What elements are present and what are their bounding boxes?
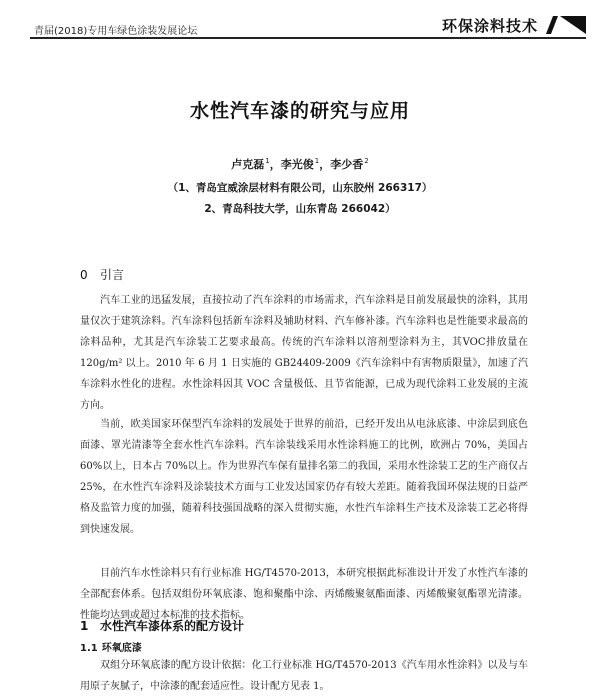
intro-paragraph: 汽车工业的迅猛发展，直接拉动了汽车涂料的市场需求，汽车涂料是目前发展最快的涂料，其用量仅次于建筑涂料。汽车涂料包括新车涂料及辅助材料、汽车修补漆。汽车涂料也是性能要求最高的涂料品种，尤其是汽车涂装工艺要求最高。传统的汽车涂料以溶剂型涂料为主，其VOC排放量在 120g/m² 以上。2010 年 6 月 1 日实施的 GB24409-2009《汽车涂料中有害物质限量》，加速了汽车涂料水性化的进程。水性涂料因其 VOC 含量极低、且节省能源，已成为现代涂料工业发展的主流方向。 [80, 295, 528, 411]
subsection-title: 环氧底漆 [101, 643, 142, 654]
author [270, 158, 319, 171]
author-list [0, 156, 600, 172]
header-slash-icon [546, 16, 586, 34]
author [231, 158, 269, 171]
section-heading-1 [80, 617, 244, 634]
section-title: 引言 [100, 268, 125, 282]
paper-title: 水性汽车漆的研究与应用 [189, 100, 410, 122]
section-number: 1 [80, 619, 89, 633]
section-title: 水性汽车漆体系的配方设计 [100, 619, 245, 633]
running-header-left: 青届(2018)专用车绿色涂装发展论坛 [34, 26, 198, 37]
author-affiliation-mark: 2 [364, 157, 369, 166]
affiliation: 2、青岛科技大学，山东青岛 266042） [204, 203, 396, 215]
author-name: 李光俊 [280, 158, 314, 171]
author-affiliation-mark: 1 [265, 157, 270, 166]
intro-paragraph: 当前，欧美国家环保型汽车涂料的发展处于世界的前沿，已经开发出从电泳底漆、中涂层到底色面漆、罩光清漆等全套水性汽车涂料。汽车涂装线采用水性涂料施工的比例，欧洲占 70%，美国占 60%以上，日本占 70%以上。作为世界汽车保有量排名第二的我国，采用水性涂装工艺的生产商仅占 25%，在水性汽车涂料及涂装技术方面与工业发达国家仍存有较大差距。随着我国环保法规的日益严格及监管力度的加强，随着科技强国战略的深入贯彻实施，水性汽车涂料生产技术及涂装工艺必将得到快速发展。 [80, 419, 528, 535]
subsection-number: 1.1 [80, 643, 98, 654]
author-affiliation-mark: 1 [314, 157, 320, 166]
header-rule [30, 37, 586, 39]
author-name: 卢克磊 [231, 158, 265, 171]
section-heading-intro [80, 266, 124, 283]
intro-paragraph: 目前汽车水性涂料只有行业标准 HG/T4570-2013，本研究根据此标准设计开发了水性汽车漆的全部配套体系。包括双组份环氧底漆、饱和聚酯中涂、丙烯酸聚氨酯面漆、丙烯酸聚氨酯罩光清漆。性能均达到或超过本标准的技术指标。 [80, 568, 528, 621]
author-name: 李少香 [330, 158, 364, 171]
section-number: 0 [80, 268, 88, 282]
body-paragraph: 双组分环氧底漆的配方设计依据：化工行业标准 HG/T4570-2013《汽车用水性涂料》以及与车用原子灰腻子，中涂漆的配套适应性。设计配方见表 1。 [80, 660, 528, 692]
author [319, 158, 368, 171]
affiliation: （1、青岛宜威涂层材料有限公司，山东胶州 266317） [167, 182, 433, 194]
running-header-right: 环保涂料技术 [441, 17, 538, 35]
subsection-heading-1-1 [80, 639, 142, 654]
